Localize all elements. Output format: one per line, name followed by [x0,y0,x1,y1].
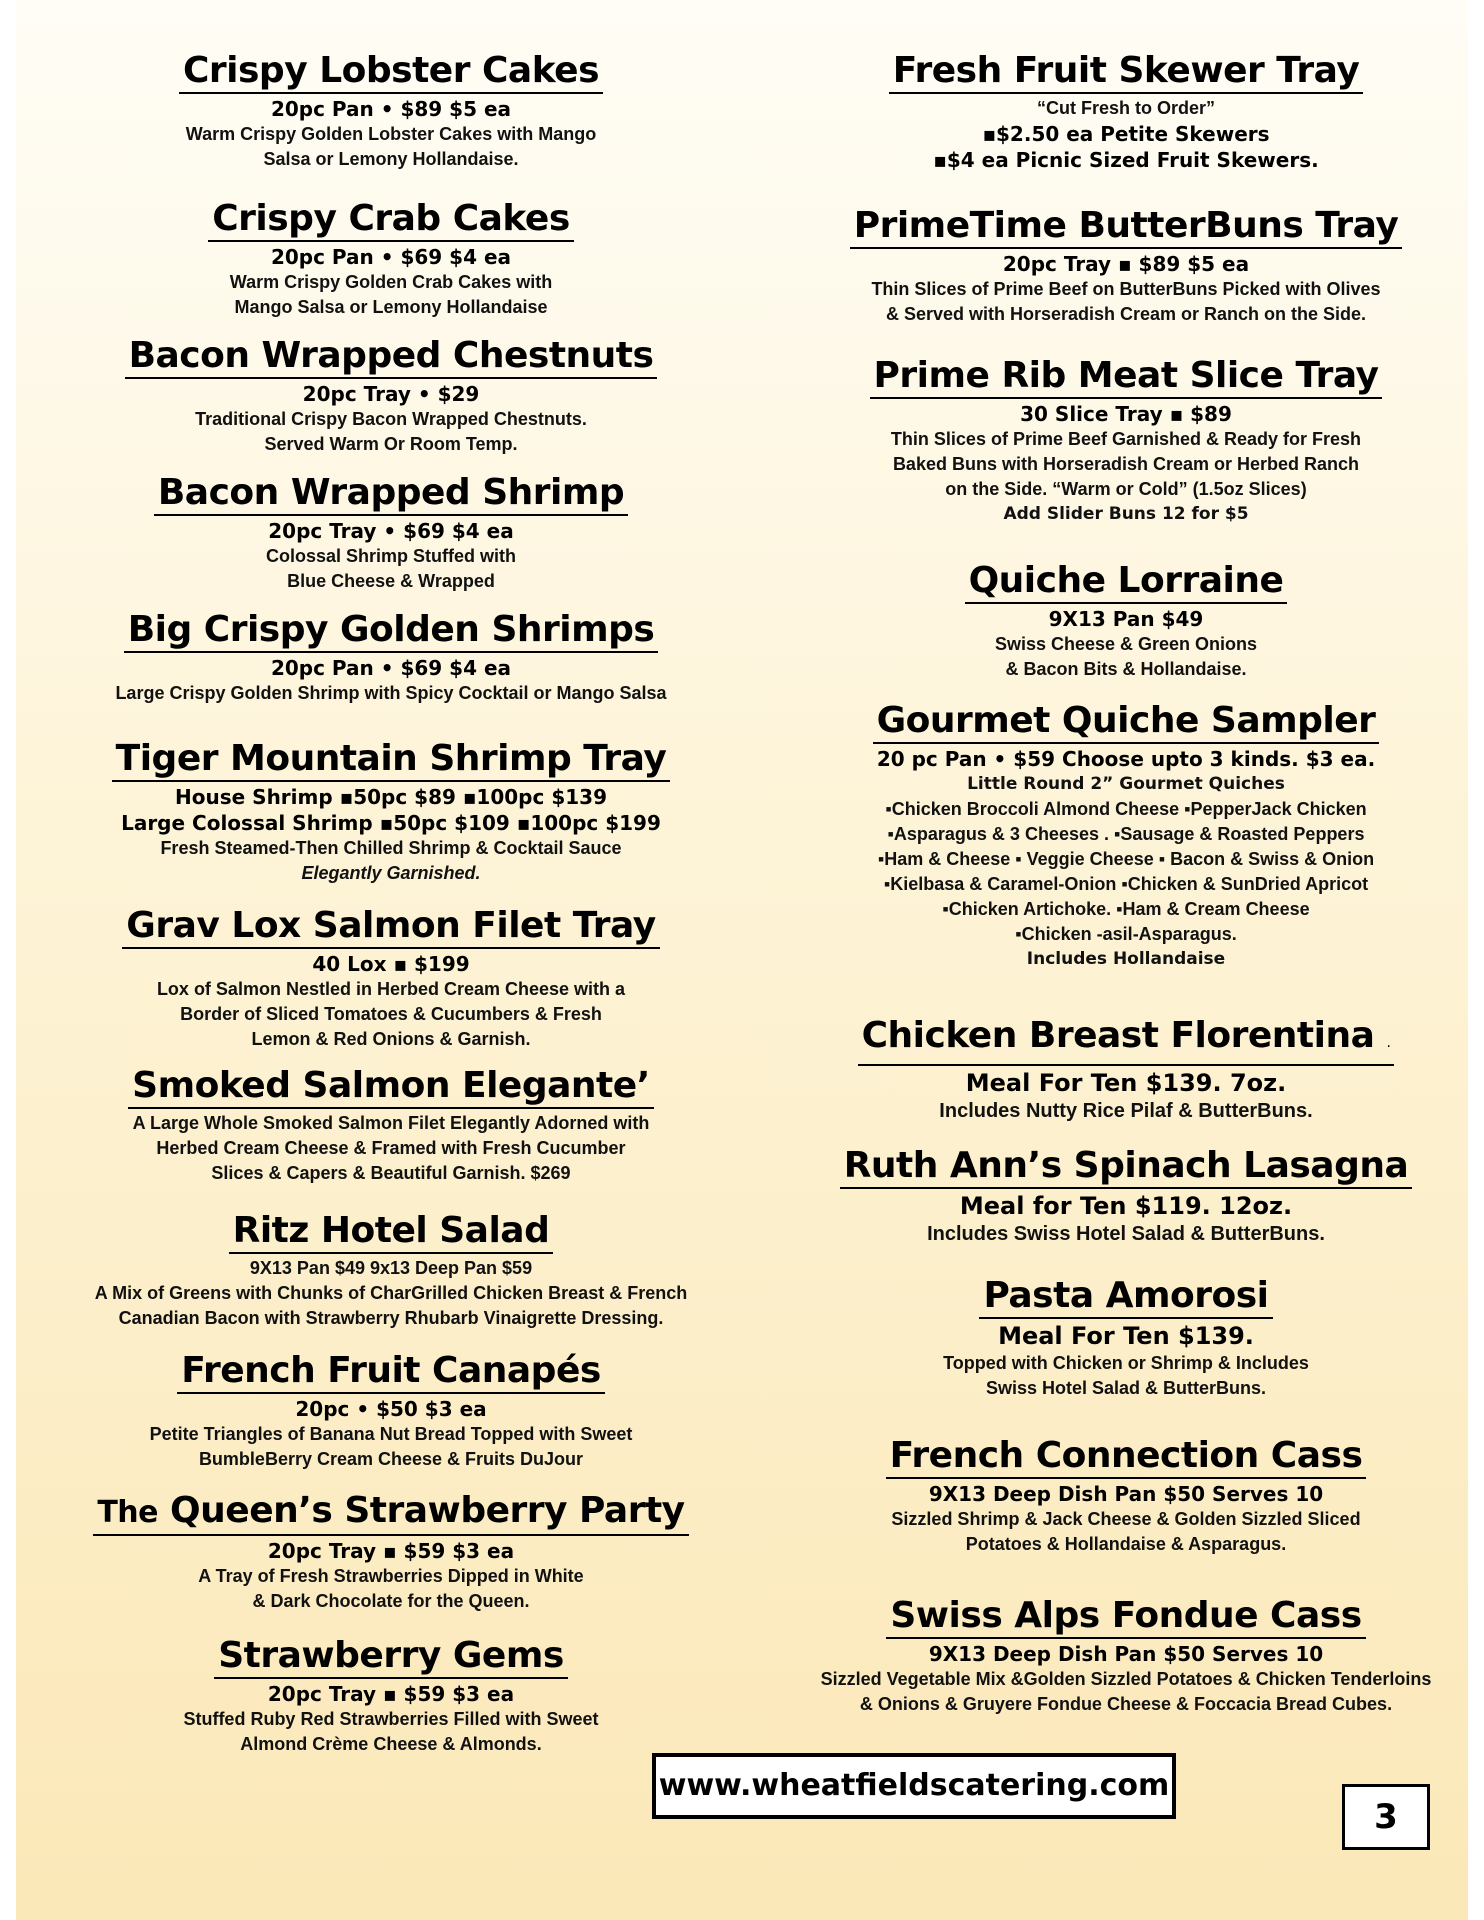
menu-item [56,335,726,457]
item-description: Almond Crème Cheese & Almonds. [240,1734,542,1754]
item-title [229,1210,554,1254]
item-description: & Bacon Bits & Hollandaise. [1005,659,1247,679]
item-price: 20pc Tray ▪ $59 $3 ea [267,1682,515,1706]
item-description: Lox of Salmon Nestled in Herbed Cream Cheese with a [156,979,626,999]
item-title [858,1015,1395,1066]
menu-item [796,1275,1456,1401]
item-title [850,205,1403,249]
menu-item [796,700,1456,972]
item-title [177,1350,605,1394]
item-description: Warm Crispy Golden Crab Cakes with [229,272,553,292]
item-title-text: Fresh Fruit Skewer Tray [892,50,1360,91]
item-title-text: Pasta Amorosi [983,1275,1269,1316]
item-description: Slices & Capers & Beautiful Garnish. $269 [211,1163,571,1183]
item-description: Canadian Bacon with Strawberry Rhubarb Vinaigrette Dressing. [118,1308,664,1328]
item-description: Includes Swiss Hotel Salad & ButterBuns. [927,1223,1325,1245]
item-price: 20pc Tray ▪ $89 $5 ea [1002,252,1250,276]
item-title [870,355,1383,399]
item-description: Traditional Crispy Bacon Wrapped Chestnuts. [195,409,587,429]
item-price: 20pc • $50 $3 ea [295,1397,487,1421]
item-description: Lemon & Red Onions & Garnish. [251,1029,531,1049]
item-price: Meal for Ten $119. 12oz. [959,1192,1293,1220]
menu-item [796,1145,1456,1247]
item-description: Swiss Cheese & Green Onions [994,634,1258,654]
item-price: 20pc Pan • $69 $4 ea [270,245,512,269]
item-description: Large Crispy Golden Shrimp with Spicy Cocktail or Mango Salsa [115,683,667,703]
item-title-text: Tiger Mountain Shrimp Tray [115,738,667,779]
item-title [154,472,628,516]
item-description: Includes Nutty Rice Pilaf & ButterBuns. [939,1100,1313,1122]
item-title [122,905,659,949]
item-description: 9X13 Pan $49 9x13 Deep Pan $59 [249,1258,533,1278]
menu-item [796,1435,1456,1557]
item-description: Colossal Shrimp Stuffed with [265,546,516,566]
menu-page [16,0,1468,1920]
item-description: ▪Asparagus & 3 Cheeses . ▪Sausage & Roasted Peppers [887,824,1365,844]
item-description: Mango Salsa or Lemony Hollandaise [234,297,548,317]
menu-item [796,1595,1456,1717]
menu-item [56,50,726,172]
item-title-text: French Connection Cass [889,1435,1363,1476]
item-description: Elegantly Garnished. [301,863,481,883]
item-title [179,50,603,94]
item-description: Add Slider Buns 12 for $5 [1003,504,1249,524]
item-description: ▪Ham & Cheese ▪ Veggie Cheese ▪ Bacon & Swiss & Onion [877,849,1375,869]
website-box[interactable]: www.wheatfieldscatering.com [652,1753,1176,1819]
item-title-text: Chicken Breast Florentina [861,1015,1375,1056]
item-title [128,1065,654,1109]
item-description: Salsa or Lemony Hollandaise. [263,149,519,169]
menu-item [56,472,726,594]
item-price: 9X13 Deep Dish Pan $50 Serves 10 [928,1642,1324,1666]
item-title-text: PrimeTime ButterBuns Tray [853,205,1399,246]
item-description: ▪Kielbasa & Caramel-Onion ▪Chicken & SunDried Apricot [883,874,1369,894]
item-description: A Large Whole Smoked Salmon Filet Elegantly Adorned with [132,1113,650,1133]
item-title-text: Bacon Wrapped Chestnuts [128,335,654,376]
item-price: Large Colossal Shrimp ▪50pc $109 ▪100pc $199 [121,811,661,835]
item-price: 20pc Tray • $29 [302,382,480,406]
page-number: 3 [1342,1784,1430,1850]
menu-item [56,609,726,706]
item-description: Fresh Steamed-Then Chilled Shrimp & Cocktail Sauce [160,838,622,858]
item-price: 40 Lox ▪ $199 [312,952,470,976]
item-description: Potatoes & Hollandaise & Asparagus. [965,1534,1287,1554]
menu-item [56,1635,726,1757]
menu-item [56,738,726,886]
item-title-text: Queen’s Strawberry Party [170,1490,685,1531]
item-description: Thin Slices of Prime Beef on ButterBuns Picked with Olives [871,279,1381,299]
item-price: ▪$4 ea Picnic Sized Fruit Skewers. [933,148,1319,172]
item-title-text: French Fruit Canapés [181,1350,601,1391]
item-description: Sizzled Shrimp & Jack Cheese & Golden Sizzled Sliced [891,1509,1361,1529]
item-description: & Served with Horseradish Cream or Ranch on the Side. [885,304,1367,324]
item-title [93,1490,688,1536]
item-title [112,738,671,782]
item-description: Stuffed Ruby Red Strawberries Filled with Sweet [183,1709,599,1729]
item-description: Topped with Chicken or Shrimp & Includes [943,1353,1309,1373]
item-title-prefix: The [97,1495,158,1530]
menu-item [56,905,726,1052]
item-price: ▪$2.50 ea Petite Skewers [982,122,1270,146]
item-description: Warm Crispy Golden Lobster Cakes with Mango [185,124,597,144]
item-title-text: Big Crispy Golden Shrimps [127,609,655,650]
item-title-text: Quiche Lorraine [968,560,1284,601]
item-description: “Cut Fresh to Order” [1036,98,1215,118]
item-title [214,1635,568,1679]
item-description: Blue Cheese & Wrapped [287,571,495,591]
menu-item [56,1350,726,1472]
menu-item [796,205,1456,327]
item-description: Swiss Hotel Salad & ButterBuns. [985,1378,1267,1398]
item-price: 20pc Tray ▪ $59 $3 ea [267,1539,515,1563]
item-price: 30 Slice Tray ▪ $89 [1020,402,1232,426]
menu-item [56,1065,726,1186]
menu-item [56,1210,726,1331]
menu-item [56,1490,726,1614]
item-description: ▪Chicken Artichoke. ▪Ham & Cream Cheese [942,899,1310,919]
item-description: & Dark Chocolate for the Queen. [252,1591,530,1611]
item-description: Includes Hollandaise [1026,949,1226,969]
item-price: House Shrimp ▪50pc $89 ▪100pc $139 [175,785,607,809]
item-price: 9X13 Pan $49 [1048,607,1204,631]
menu-item [56,198,726,320]
item-title [208,198,574,242]
item-title-text: Grav Lox Salmon Filet Tray [126,905,656,946]
item-title [889,50,1364,94]
item-price: 20pc Tray • $69 $4 ea [268,519,514,543]
item-title-text: Ruth Ann’s Spinach Lasagna [843,1145,1409,1186]
item-title [124,609,659,653]
item-title [840,1145,1413,1189]
item-description: Little Round 2” Gourmet Quiches [967,774,1285,794]
item-title-text: Crispy Crab Cakes [212,198,570,239]
item-description: Petite Triangles of Banana Nut Bread Topped with Sweet [149,1424,633,1444]
item-title-text: Prime Rib Meat Slice Tray [873,355,1379,396]
item-title [886,1595,1365,1639]
item-title [965,560,1288,604]
item-price: 20pc Pan • $89 $5 ea [270,97,512,121]
item-description: A Mix of Greens with Chunks of CharGrilled Chicken Breast & French [94,1283,688,1303]
item-title-text: Bacon Wrapped Shrimp [157,472,625,513]
item-description: Served Warm Or Room Temp. [264,434,518,454]
item-price: 20pc Pan • $69 $4 ea [270,656,512,680]
item-description: Baked Buns with Horseradish Cream or Herbed Ranch [892,454,1360,474]
menu-item [796,355,1456,527]
item-description: Herbed Cream Cheese & Framed with Fresh Cucumber [156,1138,626,1158]
item-price: 9X13 Deep Dish Pan $50 Serves 10 [928,1482,1324,1506]
menu-item [796,50,1456,173]
item-description: & Onions & Gruyere Fondue Cheese & Foccacia Bread Cubes. [859,1694,1393,1714]
item-title-text: Gourmet Quiche Sampler [876,700,1376,741]
item-title [886,1435,1367,1479]
item-title [979,1275,1272,1319]
item-price: Meal For Ten $139. [998,1322,1254,1350]
item-description: ▪Chicken Broccoli Almond Cheese ▪PepperJack Chicken [885,799,1367,819]
item-title-text: Crispy Lobster Cakes [182,50,600,91]
menu-item [796,1015,1456,1124]
item-description: BumbleBerry Cream Cheese & Fruits DuJour [198,1449,584,1469]
item-title-text: Strawberry Gems [218,1635,564,1676]
item-title-trail: . [1386,1035,1391,1051]
item-price: 20 pc Pan • $59 Choose upto 3 kinds. $3 ea. [876,747,1376,771]
item-price: Meal For Ten $139. 7oz. [965,1069,1287,1097]
item-title-text: Ritz Hotel Salad [232,1210,550,1251]
menu-item [796,560,1456,682]
item-title-text: Smoked Salmon Elegante’ [132,1065,650,1106]
item-description: on the Side. “Warm or Cold” (1.5oz Slices) [945,479,1307,499]
item-description: Thin Slices of Prime Beef Garnished & Ready for Fresh [890,429,1362,449]
item-description: A Tray of Fresh Strawberries Dipped in White [198,1566,584,1586]
item-title [873,700,1380,744]
item-title [125,335,658,379]
item-description: Border of Sliced Tomatoes & Cucumbers & Fresh [180,1004,602,1024]
item-description: ▪Chicken -asil-Asparagus. [1015,924,1237,944]
item-title-text: Swiss Alps Fondue Cass [890,1595,1362,1636]
item-description: Sizzled Vegetable Mix &Golden Sizzled Potatoes & Chicken Tenderloins [820,1669,1432,1689]
